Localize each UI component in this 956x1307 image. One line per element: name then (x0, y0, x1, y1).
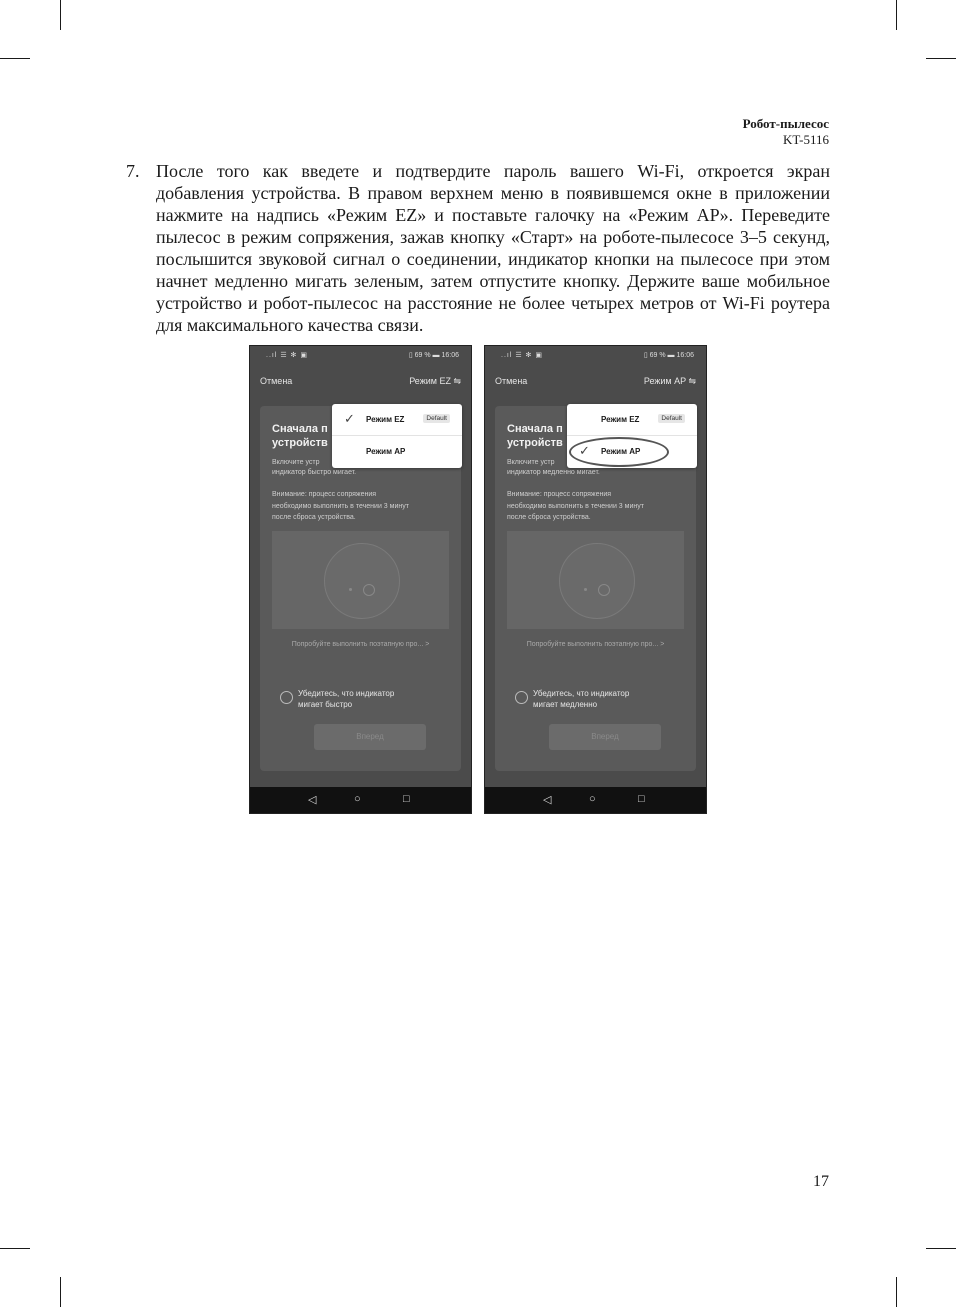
confirm-radio[interactable] (515, 691, 528, 704)
home-icon[interactable]: ○ (589, 793, 596, 805)
default-badge: Default (658, 414, 685, 423)
status-bar (485, 346, 706, 364)
instruction-line: Включите устр (272, 459, 320, 466)
recent-apps-icon[interactable]: □ (638, 793, 645, 805)
crop-mark (926, 1248, 956, 1249)
robot-illustration (272, 531, 449, 629)
cancel-button[interactable]: Отмена (495, 376, 528, 386)
status-battery-time: ▯ 69 % ▬ 16:06 (643, 352, 694, 359)
status-icons: ..ıl ☰ ✻ ▣ (501, 352, 543, 359)
confirm-label-line2: мигает медленно (533, 700, 598, 709)
step-number: 7. (126, 161, 140, 181)
crop-mark (60, 0, 61, 30)
home-icon[interactable]: ○ (354, 793, 361, 805)
back-icon[interactable]: ◁ (308, 794, 317, 806)
mode-menu-button[interactable]: Режим AP ⇋ (643, 376, 696, 386)
cancel-button[interactable]: Отмена (260, 376, 293, 386)
instruction-line: индикатор быстро мигает. (272, 469, 357, 476)
page-number: 17 (813, 1173, 829, 1190)
warning-line: необходимо выполнить в течении 3 минут (272, 503, 409, 510)
option-label: Режим EZ (601, 415, 640, 424)
robot-illustration (507, 531, 684, 629)
crop-mark (896, 0, 897, 30)
header-model: KT-5116 (783, 132, 829, 147)
crop-mark (926, 58, 956, 59)
popup-option-ez[interactable] (567, 404, 697, 436)
next-button[interactable]: Вперед (314, 724, 426, 750)
crop-mark (0, 1248, 30, 1249)
card-heading-line1: Сначала п (272, 423, 328, 435)
robot-vacuum-icon (324, 543, 400, 619)
android-nav-bar (485, 787, 706, 813)
option-label: Режим EZ (366, 415, 405, 424)
confirm-label (298, 688, 394, 710)
option-label: Режим AP (601, 447, 641, 456)
popup-option-ap[interactable] (332, 436, 462, 467)
app-top-bar (250, 372, 471, 392)
warning-line: после сброса устройства. (272, 514, 356, 521)
checkmark-icon: ✓ (344, 411, 355, 426)
crop-mark (60, 1277, 61, 1307)
confirm-label-line1: Убедитесь, что индикатор (298, 689, 395, 698)
highlight-circle (569, 437, 669, 467)
next-button[interactable]: Вперед (549, 724, 661, 750)
power-button-icon (598, 584, 610, 596)
app-top-bar (485, 372, 706, 392)
android-nav-bar (250, 787, 471, 813)
recent-apps-icon[interactable]: □ (403, 793, 410, 805)
status-icons: ..ıl ☰ ✻ ▣ (266, 352, 308, 359)
status-battery-time: ▯ 69 % ▬ 16:06 (408, 352, 459, 359)
indicator-dot-icon (349, 588, 352, 591)
warning-line: Внимание: процесс сопряжения (272, 491, 377, 498)
instruction-step (126, 160, 830, 336)
step-by-step-link[interactable]: Попробуйте выполнить поэтапную про... > (291, 641, 430, 648)
robot-vacuum-icon (559, 543, 635, 619)
warning-line: после сброса устройства. (507, 514, 591, 521)
crop-mark (0, 58, 30, 59)
warning-line: необходимо выполнить в течении 3 минут (507, 503, 644, 510)
step-text: После того как введете и подтвердите пароль вашего Wi-Fi, откроется экран добавления устройства. В правом верхнем меню в появившемся окне в приложении нажмите на надпись «Режим EZ» и поставьте галочку на «Режим AP». Переведите пылесос в режим сопряжения, зажав кнопку «Старт» на роботе-пылесосе 3–5 секунд, послышится звуковой сигнал о соединении, индикатор кнопки на пылесосе при этом начнет медленно мигать зеленым, затем отпустите кнопку. Держите ваше мобильное устройство и робот-пылесос на расстояние не более четырех метров от Wi-Fi роутера для максимального качества связи. (156, 161, 830, 335)
mode-menu-button[interactable]: Режим EZ ⇋ (409, 376, 461, 386)
card-heading-line2: устройств (507, 437, 563, 449)
phone-screenshot-ap-mode (484, 345, 707, 814)
confirm-label-line2: мигает быстро (298, 700, 353, 709)
card-heading-line1: Сначала п (507, 423, 563, 435)
instruction-line: Включите устр (507, 459, 555, 466)
step-by-step-link[interactable]: Попробуйте выполнить поэтапную про... > (526, 641, 665, 648)
indicator-dot-icon (584, 588, 587, 591)
option-label: Режим AP (366, 447, 406, 456)
confirm-radio[interactable] (280, 691, 293, 704)
back-icon[interactable]: ◁ (543, 794, 552, 806)
status-bar (250, 346, 471, 364)
running-header (743, 116, 829, 148)
default-badge: Default (423, 414, 450, 423)
popup-option-ez[interactable] (332, 404, 462, 436)
confirm-label (533, 688, 629, 710)
card-heading-line2: устройств (272, 437, 328, 449)
mode-popup (332, 404, 462, 468)
instruction-line: индикатор медленно мигает. (507, 469, 600, 476)
crop-mark (896, 1277, 897, 1307)
header-title: Робот-пылесос (742, 116, 829, 131)
confirm-label-line1: Убедитесь, что индикатор (533, 689, 630, 698)
power-button-icon (363, 584, 375, 596)
phone-screenshot-ez-mode (249, 345, 472, 814)
checkmark-icon: ✓ (579, 443, 590, 458)
warning-line: Внимание: процесс сопряжения (507, 491, 612, 498)
